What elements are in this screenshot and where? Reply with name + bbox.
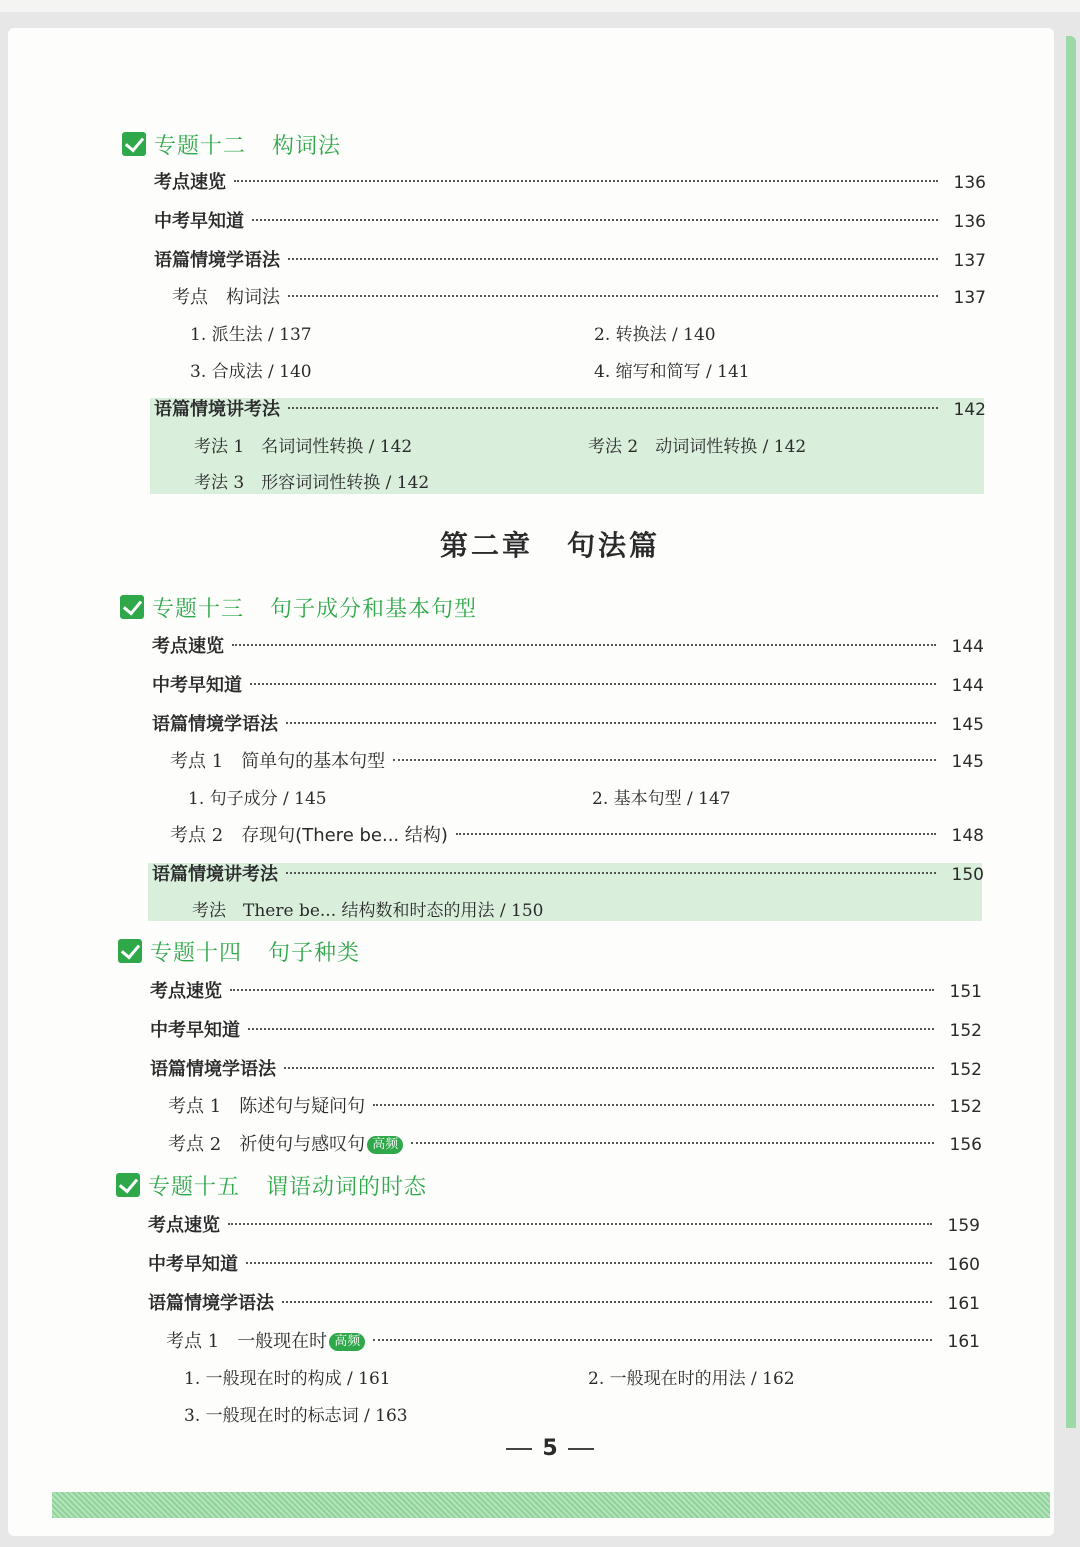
page-number: 5: [110, 1436, 990, 1461]
sub-entry[interactable]: 4. 缩写和简写 / 141: [594, 362, 750, 382]
page-ref: 145: [951, 752, 984, 772]
topic-header[interactable]: [122, 126, 341, 162]
checkbox-icon: [118, 939, 142, 963]
sub-entry[interactable]: 考法 2 动词词性转换 / 142: [588, 437, 807, 457]
page-ref: 156: [949, 1135, 982, 1155]
topic-title: 句子种类: [268, 940, 361, 966]
toc-entry[interactable]: 中考早知道 136: [154, 207, 986, 237]
topic-number: 专题十四: [150, 940, 243, 966]
toc-entry[interactable]: 考点速览 159: [148, 1211, 980, 1241]
toc-entry[interactable]: 语篇情境学语法 145: [152, 710, 984, 740]
page-ref: 144: [951, 676, 984, 696]
sub-entry[interactable]: 考法 3 形容词词性转换 / 142: [194, 473, 430, 493]
checkbox-icon: [122, 132, 146, 156]
sub-entry[interactable]: 1. 一般现在时的构成 / 161: [184, 1369, 391, 1389]
toc-entry[interactable]: 语篇情境学语法 137: [154, 246, 986, 276]
sub-entry[interactable]: 2. 一般现在时的用法 / 162: [588, 1369, 795, 1389]
page-ref: 142: [953, 400, 986, 420]
checkbox-icon: [116, 1173, 140, 1197]
top-strip: [0, 0, 1080, 12]
high-frequency-badge: 高频: [329, 1333, 365, 1351]
toc-entry[interactable]: 语篇情境学语法 161: [148, 1289, 980, 1319]
sub-entry[interactable]: 1. 派生法 / 137: [190, 325, 312, 345]
toc-entry[interactable]: 语篇情境学语法 152: [150, 1055, 982, 1085]
toc-entry[interactable]: 中考早知道 152: [150, 1016, 982, 1046]
topic-header[interactable]: [116, 1167, 427, 1203]
sub-entry[interactable]: 3. 一般现在时的标志词 / 163: [184, 1406, 408, 1426]
toc-entry[interactable]: 考点 2 祈使句与感叹句 高频 156: [168, 1130, 982, 1160]
page-ref: 159: [947, 1216, 980, 1236]
topic-number: 专题十五: [148, 1174, 241, 1200]
checkbox-icon: [120, 595, 144, 619]
page-ref: 145: [951, 715, 984, 735]
right-green-bar: [1066, 36, 1076, 1428]
toc-entry[interactable]: 考点速览 151: [150, 977, 982, 1007]
toc-entry[interactable]: 考点速览 136: [154, 168, 986, 198]
sub-entry[interactable]: 1. 句子成分 / 145: [188, 789, 327, 809]
page-ref: 151: [949, 982, 982, 1002]
page-ref: 152: [949, 1097, 982, 1117]
sub-entry[interactable]: 2. 基本句型 / 147: [592, 789, 731, 809]
toc-entry[interactable]: 考点速览 144: [152, 632, 984, 662]
page-ref: 161: [947, 1294, 980, 1314]
toc-entry[interactable]: 考点 1 一般现在时 高频 161: [166, 1327, 980, 1357]
toc-entry[interactable]: 考点 2 存现句(There be... 结构) 148: [170, 821, 984, 851]
toc-entry[interactable]: 中考早知道 160: [148, 1250, 980, 1280]
bottom-green-bar: [52, 1492, 1050, 1518]
toc-entry[interactable]: 语篇情境讲考法 142: [154, 395, 986, 425]
chapter-heading: 第二章 句法篇: [439, 529, 661, 562]
page-ref: 144: [951, 637, 984, 657]
page-ref: 160: [947, 1255, 980, 1275]
page-ref: 136: [953, 173, 986, 193]
sub-entry[interactable]: 3. 合成法 / 140: [190, 362, 312, 382]
toc-entry[interactable]: 中考早知道 144: [152, 671, 984, 701]
sub-entry[interactable]: 2. 转换法 / 140: [594, 325, 716, 345]
page-ref: 150: [951, 865, 984, 885]
page-ref: 152: [949, 1060, 982, 1080]
toc-entry[interactable]: 考点 构词法 137: [172, 283, 986, 313]
topic-title: 句子成分和基本句型: [270, 596, 478, 622]
high-frequency-badge: 高频: [367, 1136, 403, 1154]
toc-entry[interactable]: 语篇情境讲考法 150: [152, 860, 984, 890]
page-ref: 136: [953, 212, 986, 232]
page-ref: 161: [947, 1332, 980, 1352]
page-ref: 148: [951, 826, 984, 846]
topic-number: 专题十三: [152, 596, 245, 622]
page-ref: 137: [953, 288, 986, 308]
topic-header[interactable]: [120, 589, 477, 625]
toc-entry[interactable]: 考点 1 陈述句与疑问句 152: [168, 1092, 982, 1122]
page-ref: 152: [949, 1021, 982, 1041]
toc-entry[interactable]: 考点 1 简单句的基本句型 145: [170, 747, 984, 777]
toc-content: [110, 96, 990, 1461]
topic-title: 谓语动词的时态: [266, 1174, 428, 1200]
sub-entry[interactable]: 考法 1 名词词性转换 / 142: [194, 437, 413, 457]
page-ref: 137: [953, 251, 986, 271]
topic-header[interactable]: [118, 933, 360, 969]
topic-title: 构词法: [272, 133, 342, 159]
sub-entry[interactable]: 考法 There be... 结构数和时态的用法 / 150: [192, 901, 544, 921]
topic-number: 专题十二: [154, 133, 247, 159]
